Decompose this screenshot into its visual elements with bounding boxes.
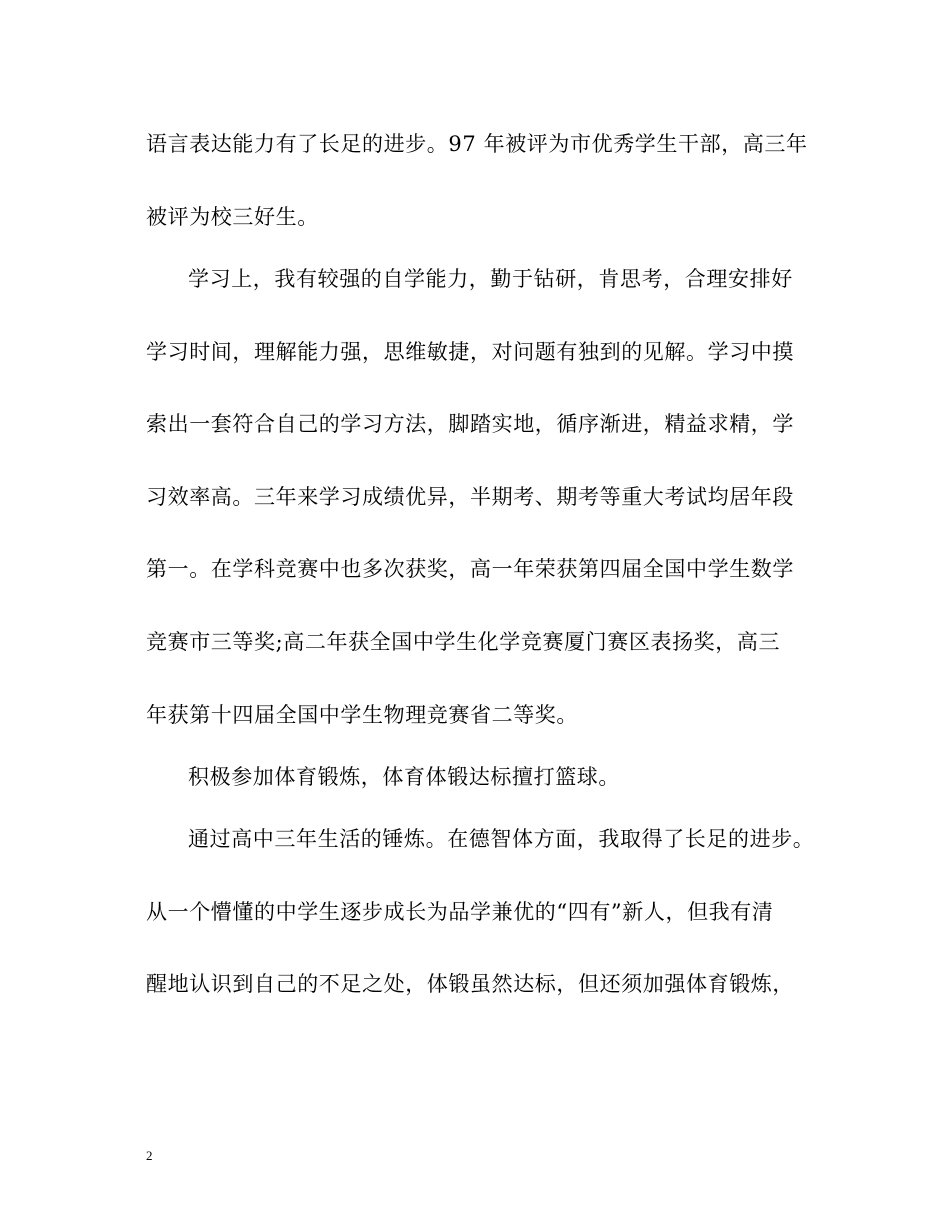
paragraph-first-line: 通过高中三年生活的锤炼。在德智体方面，我取得了长足的进步。 <box>188 827 815 851</box>
text-line: 竞赛市三等奖;高二年获全国中学生化学竞赛厦门赛区表扬奖，高三 <box>146 630 781 654</box>
paragraph-first-line: 积极参加体育锻炼，体育体锻达标擅打篮球。 <box>188 765 620 789</box>
text-line: 索出一套符合自己的学习方法，脚踏实地，循序渐进，精益求精，学 <box>146 412 794 436</box>
text-line: 从一个懵懂的中学生逐步成长为品学兼优的“四有”新人，但我有清 <box>146 900 774 924</box>
text-line: 语言表达能力有了长足的进步。97 年被评为市优秀学生干部，高三年 <box>146 132 808 156</box>
text-line: 被评为校三好生。 <box>146 205 319 229</box>
text-line: 年获第十四届全国中学生物理竞赛省二等奖。 <box>146 703 578 727</box>
page-number: 2 <box>146 1148 153 1163</box>
text-line: 第一。在学科竞赛中也多次获奖，高一年荣获第四届全国中学生数学 <box>146 557 794 581</box>
text-line: 醒地认识到自己的不足之处，体锻虽然达标，但还须加强体育锻炼， <box>146 972 794 996</box>
text-line: 学习时间，理解能力强，思维敏捷，对问题有独到的见解。学习中摸 <box>146 340 794 364</box>
text-line: 习效率高。三年来学习成绩优异，半期考、期考等重大考试均居年段 <box>146 485 794 509</box>
paragraph-first-line: 学习上，我有较强的自学能力，勤于钻研，肯思考，合理安排好 <box>188 267 793 291</box>
